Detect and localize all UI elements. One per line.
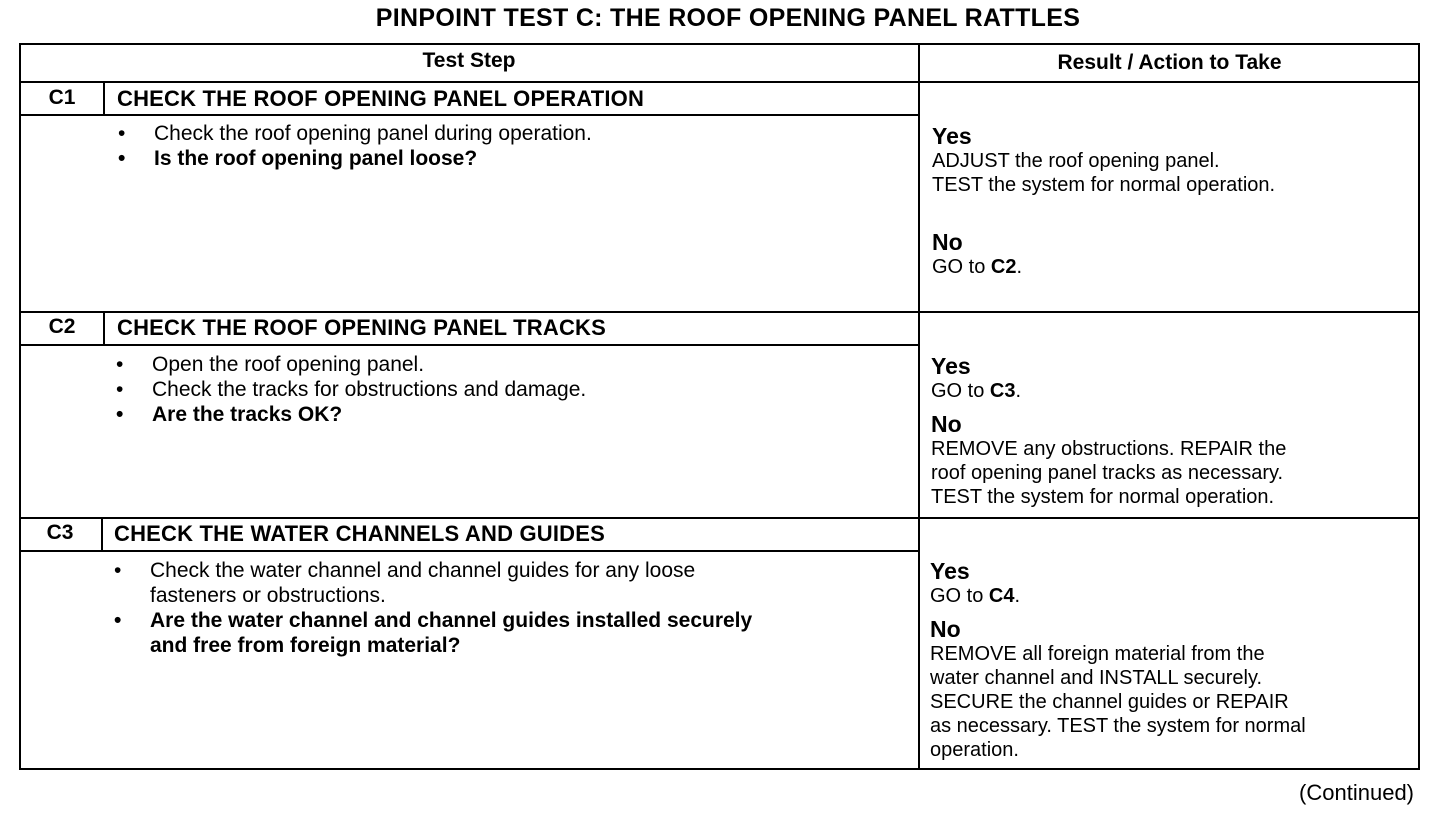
continued-note: (Continued) — [1299, 780, 1414, 805]
step-question-c2: • Are the tracks OK? — [116, 403, 343, 426]
yes-action-c1-line1: ADJUST the roof opening panel. — [932, 150, 1220, 172]
no-action-c1: GO to C2. — [932, 256, 1023, 278]
yes-action-c2: GO to C3. — [931, 380, 1022, 402]
step-title-c2: CHECK THE ROOF OPENING PANEL TRACKS — [117, 315, 606, 340]
list-item: • Check the tracks for obstructions and damage. — [116, 378, 587, 401]
yes-label-c3: Yes — [930, 558, 970, 584]
step-title-c1: CHECK THE ROOF OPENING PANEL OPERATION — [117, 86, 645, 111]
step-id-c1: C1 — [48, 86, 76, 109]
step-id-divider-c2 — [103, 312, 105, 345]
step-instructions-c1 — [118, 121, 908, 171]
no-action-c3-line3: SECURE the channel guides or REPAIR — [930, 691, 1289, 713]
step-id-divider-c1 — [103, 82, 105, 115]
step-instructions-c3 — [114, 558, 904, 658]
list-item: • Check the water channel and channel guides for any loose fasteners or obstructions. — [114, 559, 696, 607]
goto-ref-c2[interactable]: C2 — [990, 256, 1017, 278]
yes-action-c3: GO to C4. — [930, 585, 1021, 607]
list-item: • Check the roof opening panel during operation. — [118, 122, 592, 145]
yes-label-c2: Yes — [931, 353, 971, 379]
header-test-step: Test Step — [422, 49, 516, 72]
no-label-c2: No — [931, 411, 962, 437]
no-action-c3-line5: operation. — [930, 739, 1019, 761]
no-action-c3-line2: water channel and INSTALL securely. — [930, 667, 1263, 689]
yes-label-c1: Yes — [932, 123, 972, 149]
step-id-c3: C3 — [46, 521, 74, 544]
list-item: • Open the roof opening panel. — [116, 353, 425, 376]
yes-action-c1-line2: TEST the system for normal operation. — [932, 174, 1276, 196]
step-id-c2: C2 — [48, 315, 76, 338]
no-action-c2-line1: REMOVE any obstructions. REPAIR the — [931, 438, 1287, 460]
result-c2 — [931, 353, 1411, 509]
step-question-c1: • Is the roof opening panel loose? — [118, 147, 478, 170]
step-separator-c1-c2 — [20, 311, 1419, 313]
result-c3 — [930, 558, 1414, 762]
goto-ref-c4[interactable]: C4 — [988, 585, 1015, 607]
no-action-c2-line3: TEST the system for normal operation. — [931, 486, 1275, 508]
no-label-c3: No — [930, 616, 961, 642]
no-action-c3-line4: as necessary. TEST the system for normal — [930, 715, 1306, 737]
step-instructions-c2 — [116, 352, 906, 427]
step-question-c3: • Are the water channel and channel guides installed securely and free from foreign material? — [114, 609, 753, 657]
header-result-action: Result / Action to Take — [1057, 51, 1282, 74]
step-separator-c2-c3 — [20, 517, 1419, 519]
no-action-c2-line2: roof opening panel tracks as necessary. — [931, 462, 1284, 484]
step-id-divider-c3 — [101, 518, 103, 551]
no-action-c3-line1: REMOVE all foreign material from the — [930, 643, 1265, 665]
step-title-underline-c2 — [20, 344, 918, 346]
page-title: PINPOINT TEST C: THE ROOF OPENING PANEL RATTLES — [375, 4, 1081, 32]
header-divider — [20, 81, 1419, 83]
step-title-c3: CHECK THE WATER CHANNELS AND GUIDES — [114, 521, 606, 546]
goto-ref-c3[interactable]: C3 — [989, 380, 1016, 402]
step-title-underline-c3 — [20, 550, 918, 552]
step-title-underline-c1 — [20, 114, 918, 116]
result-c1 — [932, 123, 1412, 279]
column-divider — [918, 44, 920, 769]
no-label-c1: No — [932, 229, 963, 255]
